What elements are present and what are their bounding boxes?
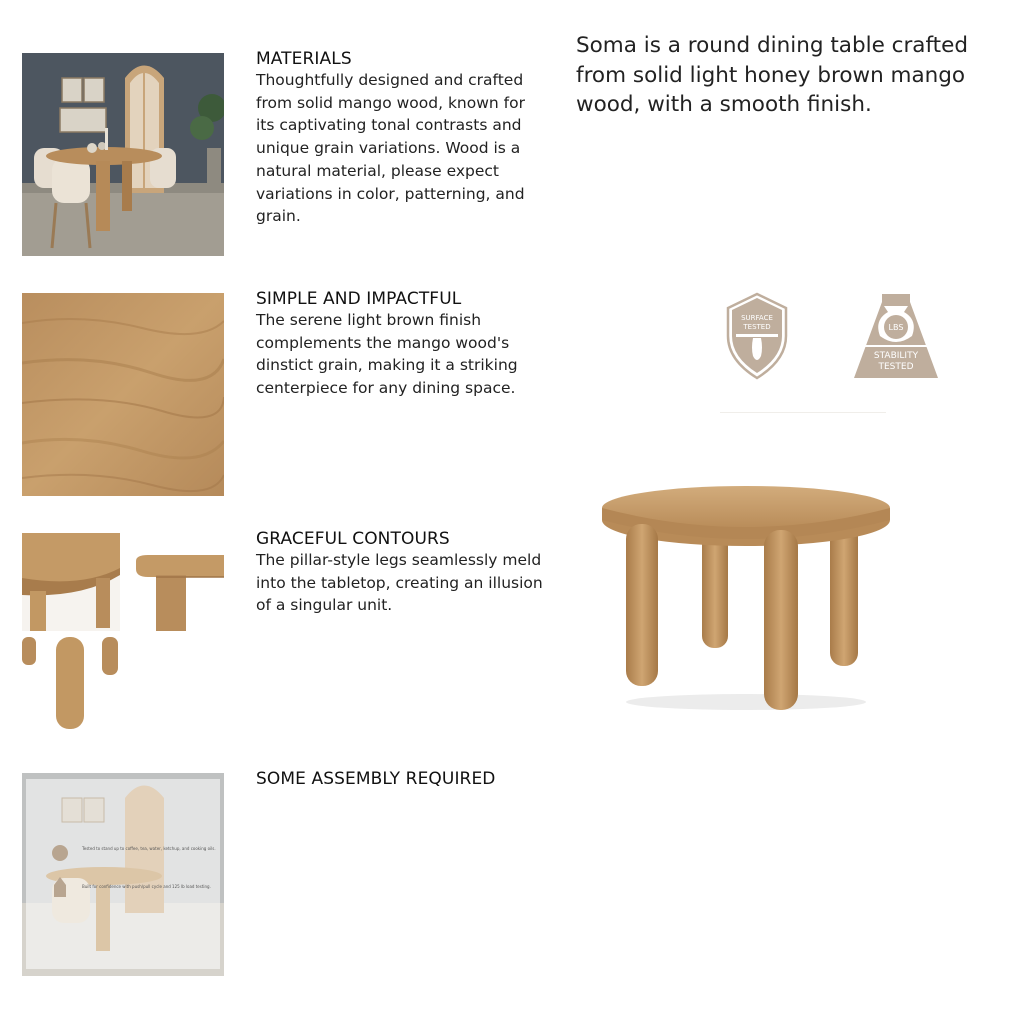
room-photo — [22, 53, 224, 256]
detail-photo-corner — [126, 533, 224, 631]
product-table-photo — [596, 480, 896, 720]
stability-tested-badge — [852, 292, 940, 380]
feature-body: The pillar-style legs seamlessly meld into the tabletop, creating an illusion of a singular unit. — [256, 551, 543, 615]
feature-graceful-contours — [256, 529, 546, 617]
surface-line1: SURFACE — [741, 314, 773, 322]
assembly-note-1: Tested to stand up to coffee, tea, water, ketchup, and cooking oils. — [82, 846, 216, 851]
badge-divider — [720, 412, 886, 413]
feature-title: GRACEFUL CONTOURS — [256, 529, 450, 549]
wood-grain-photo — [22, 293, 224, 496]
assembly-photo — [22, 773, 224, 976]
surface-line2: TESTED — [743, 323, 771, 331]
product-description: Soma is a round dining table crafted from solid light honey brown mango wood, with a smooth finish. — [576, 33, 968, 117]
feature-title: SIMPLE AND IMPACTFUL — [256, 289, 462, 309]
feature-simple-impactful — [256, 289, 546, 400]
feature-materials — [256, 49, 546, 228]
feature-assembly — [256, 769, 546, 789]
detail-photo-legs — [22, 637, 120, 735]
feature-body: The serene light brown finish complements the mango wood's dinstict grain, making it a striking centerpiece for any dining space. — [256, 311, 518, 398]
assembly-note-2: Built for confidence with push/pull cycle and 125 lb load testing. — [82, 884, 211, 889]
feature-title: SOME ASSEMBLY REQUIRED — [256, 769, 496, 789]
detail-photo-edge — [22, 533, 120, 631]
stability-line2: TESTED — [878, 362, 914, 372]
stability-weight: LBS — [888, 323, 904, 332]
feature-title: MATERIALS — [256, 49, 352, 69]
stability-line1: STABILITY — [873, 351, 919, 361]
surface-tested-badge — [724, 292, 790, 380]
feature-body: Thoughtfully designed and crafted from solid mango wood, known for its captivating tonal contrasts and unique grain variations. Wood is a natural material, please expect variations in color, patterning, and grain. — [256, 71, 525, 226]
